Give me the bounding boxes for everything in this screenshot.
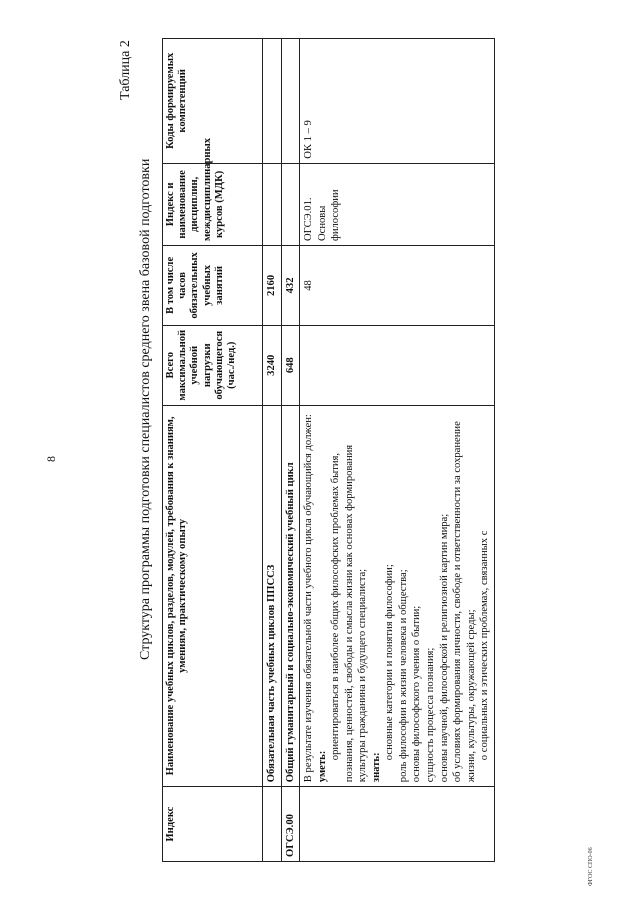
rotated-table-container [162, 38, 570, 862]
header-index: Индекс [163, 787, 263, 862]
cell-max-load [300, 325, 495, 405]
cell-requirements [300, 405, 495, 787]
header-competencies: Коды формируемых компетенций [163, 39, 263, 164]
list-item: роль философии в жизни человека и общества; [397, 569, 409, 783]
cell-competencies: ОК 1 – 9 [300, 39, 495, 164]
cell-max-load: 3240 [263, 325, 282, 405]
list-item: об условиях формирования личности, свободе и ответственности за сохранение жизни, культуры, окружающей среды; [452, 421, 477, 783]
table-row-discipline [300, 39, 495, 862]
cell-required-hours: 48 [300, 246, 495, 326]
cell-name: Общий гуманитарный и социально-экономический учебный цикл [281, 405, 300, 787]
cell-competencies [263, 39, 282, 164]
cell-required-hours: 2160 [263, 246, 282, 326]
header-name: Наименование учебных циклов, разделов, модулей, требования к знаниям, умениям, практическому опыту [163, 405, 263, 787]
table-row-cycle [281, 39, 300, 862]
structure-table [162, 38, 495, 862]
list-item: основы научной, философской и религиозной картин мира; [438, 513, 450, 783]
requirements-intro: В результате изучения обязательной части учебного цикла обучающийся должен: [303, 414, 315, 783]
header-discipline: Индекс и наименование дисциплин, междисциплинарных курсов (МДК) [163, 163, 263, 245]
list-item: о социальных и этических проблемах, связанных с [479, 530, 491, 761]
cell-max-load: 648 [281, 325, 300, 405]
page-number: 8 [44, 456, 58, 462]
header-max-load: Всего максимальной учебной нагрузки обучающегося (час./нед.) [163, 325, 263, 405]
umet-text: ориентироваться в наиболее общих философских проблемах бытия, познания, ценностей, свободы и смысла жизни как основах формирования культуры гражданина и будущего специалиста; [330, 444, 369, 783]
table-header-row [163, 39, 263, 862]
cell-discipline [281, 163, 300, 245]
footer-note: ФГОС СПО-06 [588, 847, 594, 886]
cell-discipline: ОГСЭ.01. Основы философии [300, 163, 495, 245]
znat-label: знать: [370, 752, 382, 783]
cell-discipline [263, 163, 282, 245]
cell-name: Обязательная часть учебных циклов ППССЗ [263, 405, 282, 787]
table-label: Таблица 2 [118, 40, 133, 100]
list-item: сущность процесса познания; [425, 647, 437, 783]
table-caption: Структура программы подготовки специалистов среднего звена базовой подготовки [138, 158, 153, 660]
cell-competencies [281, 39, 300, 164]
cell-index: ОГСЭ.00 [281, 787, 300, 862]
list-item: основы философского учения о бытии; [411, 605, 423, 783]
list-item: основные категории и понятия философии; [384, 564, 396, 761]
header-required-hours: В том числе часов обязательных учебных занятий [163, 246, 263, 326]
cell-index [263, 787, 282, 862]
umet-label: уметь: [316, 750, 328, 783]
table-row-mandatory [263, 39, 282, 862]
cell-required-hours: 432 [281, 246, 300, 326]
cell-index [300, 787, 495, 862]
